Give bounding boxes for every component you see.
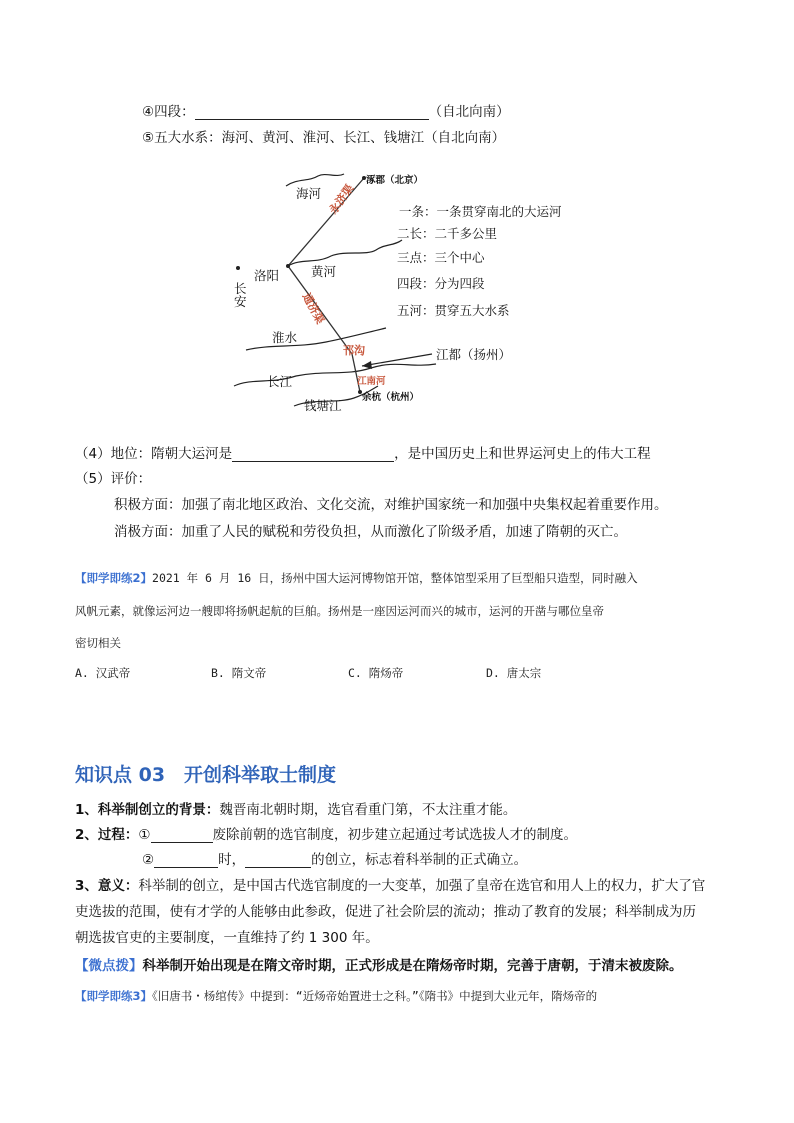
map-label-tongjiqu: 通济渠 — [299, 290, 327, 327]
exercise2-option-a[interactable]: A. 汉武帝 — [75, 666, 131, 680]
item4-prefix: ④四段： — [142, 104, 195, 120]
exercise2-option-c[interactable]: C. 隋炀帝 — [348, 666, 404, 680]
map-summary-1: 一条：一条贯穿南北的大运河 — [399, 204, 562, 219]
section3-p1-label: 1、科举制创立的背景： — [75, 802, 220, 818]
exercise2-line2: 风帆元素，就像运河边一艘即将扬帆起航的巨舶。扬州是一座因运河而兴的城市，运河的开凿与哪位皇帝 — [75, 604, 604, 618]
section3-heading: 知识点 03 开创科举取士制度 — [75, 764, 337, 786]
map-label-jiangnanhe: 江南河 — [357, 376, 386, 387]
evaluation-negative: 消极方面：加重了人民的赋税和劳役负担，从而激化了阶级矛盾，加速了隋朝的灭亡。 — [114, 524, 627, 540]
section3-p2a — [75, 823, 577, 843]
section3-tip-tag: 【微点拨】 — [75, 958, 143, 974]
map-summary-5: 五河：贯穿五大水系 — [397, 303, 510, 318]
section3-p2a-text: 废除前朝的选官制度，初步建立起通过考试选拔人才的制度。 — [212, 827, 578, 843]
item5-line: ⑤五大水系：海河、黄河、淮河、长江、钱塘江（自北向南） — [142, 130, 506, 146]
status-line — [75, 442, 651, 462]
item4-suffix: （自北向南） — [428, 104, 510, 120]
section3-p2b-num: ② — [142, 852, 155, 868]
section3-p2b-mid: 时， — [218, 852, 246, 868]
evaluation-positive: 积极方面：加强了南北地区政治、文化交流，对维护国家统一和加强中央集权起着重要作用。 — [114, 497, 668, 513]
map-summary-2: 二长：二千多公里 — [397, 226, 498, 241]
section3-p2b-blank1[interactable] — [154, 853, 218, 868]
map-label-zhuojun: 涿郡（北京） — [366, 175, 424, 186]
section3-tip — [75, 954, 683, 974]
section3-p1-text: 魏晋南北朝时期，选官看重门第，不太注重才能。 — [219, 802, 517, 818]
section3-p2a-num: ① — [138, 827, 151, 843]
map-label-hangou: 邗沟 — [343, 344, 365, 357]
map-label-luoyang: 洛阳 — [254, 268, 280, 283]
section3-p3-label: 3、意义： — [75, 878, 139, 894]
exercise3-tag: 【即学即练3】 — [75, 989, 153, 1003]
section3-p2a-blank[interactable] — [151, 828, 213, 843]
map-label-haihe: 海河 — [296, 186, 322, 201]
section3-p2b-text: 的创立，标志着科举制的正式确立。 — [311, 852, 528, 868]
exercise2-option-d[interactable]: D. 唐太宗 — [486, 666, 542, 680]
map-label-yongjiqu: 永济渠 — [326, 182, 357, 217]
section3-p3-line1 — [75, 874, 705, 894]
exercise2-line1 — [75, 570, 638, 586]
section3-p2b-blank2[interactable] — [245, 853, 311, 868]
map-summary-4: 四段：分为四段 — [397, 276, 485, 291]
section3-p3-line3: 朝选拔官吏的主要制度，一直维持了约 1 300 年。 — [75, 930, 379, 946]
map-label-yuhang: 余杭（杭州） — [362, 392, 420, 403]
map-label-changan: 长安 — [234, 281, 247, 309]
section3-tip-text: 科举制开始出现是在隋文帝时期，正式形成是在隋炀帝时期，完善于唐朝，于清末被废除。 — [142, 958, 683, 974]
status-blank[interactable] — [232, 447, 394, 462]
item4-line — [142, 100, 510, 120]
item4-blank[interactable] — [195, 105, 429, 120]
exercise2-text1: 2021 年 6 月 16 日，扬州中国大运河博物馆开馆，整体馆型采用了巨型船只造型，同时融入 — [152, 571, 638, 585]
map-label-huanghe: 黄河 — [311, 264, 337, 279]
exercise2-option-b[interactable]: B. 隋文帝 — [211, 666, 267, 680]
status-suffix: ，是中国历史上和世界运河史上的伟大工程 — [394, 446, 651, 462]
map-label-jiangdu: 江都（扬州） — [436, 347, 512, 362]
evaluation-label: （5）评价： — [75, 471, 152, 487]
map-summary-3: 三点：三个中心 — [397, 250, 485, 265]
section3-p3-text1: 科举制的创立，是中国古代选官制度的一大变革，加强了皇帝在选官和用人上的权力，扩大了官 — [138, 878, 706, 894]
section3-p2b — [142, 848, 527, 868]
exercise3-text: 《旧唐书・杨绾传》中提到：“近炀帝始置进士之科。”《隋书》中提到大业元年，隋炀帝的 — [152, 989, 598, 1003]
exercise3-line1 — [75, 988, 597, 1004]
map-label-huaishui: 淮水 — [272, 330, 298, 345]
section3-p3-line2: 吏选拔的范围，使有才学的人能够由此参政，促进了社会阶层的流动；推动了教育的发展；科举制成为历 — [75, 904, 696, 920]
map-label-changjiang: 长江 — [267, 374, 293, 389]
map-label-qiantangjiang: 钱塘江 — [304, 398, 342, 413]
exercise2-tag: 【即学即练2】 — [75, 571, 153, 585]
section3-p2-label: 2、过程： — [75, 827, 139, 843]
section3-p1 — [75, 798, 516, 818]
exercise2-line3: 密切相关 — [75, 636, 121, 650]
status-prefix: （4）地位：隋朝大运河是 — [75, 446, 233, 462]
